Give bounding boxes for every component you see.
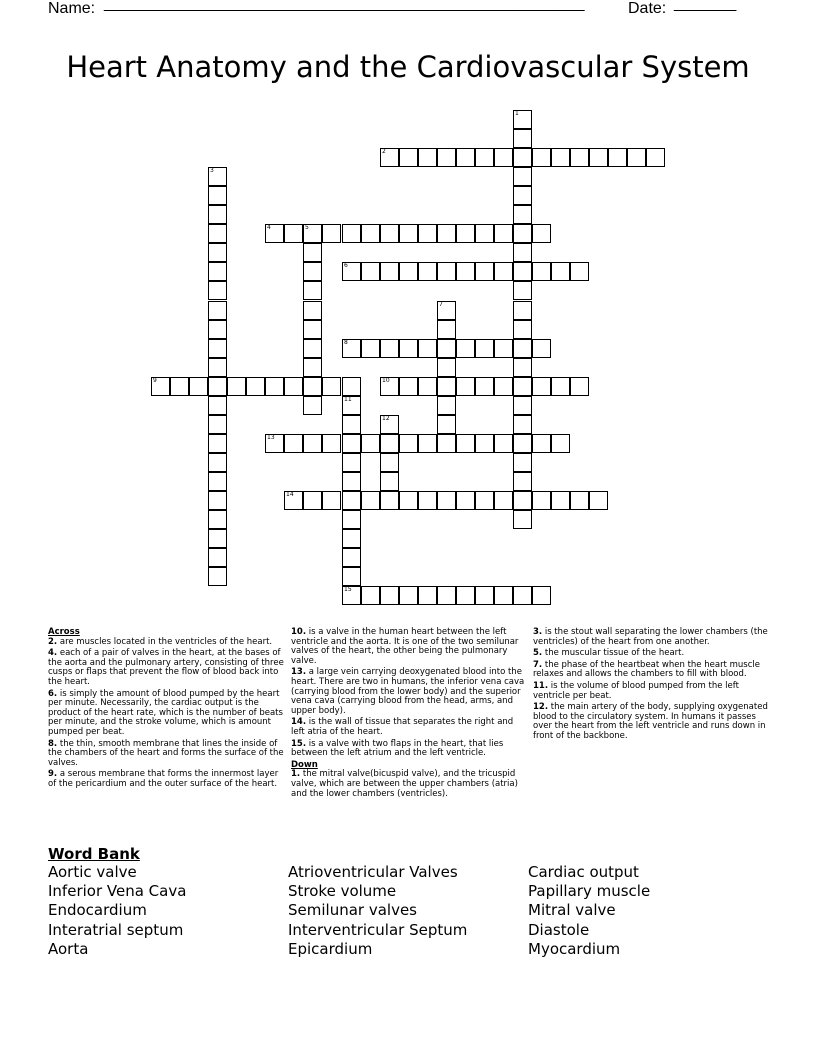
crossword-cell[interactable] (456, 434, 475, 453)
clue-number: 8 (344, 339, 348, 346)
down-heading: Down (291, 759, 318, 770)
word-bank-item: Aortic valve (48, 863, 137, 881)
crossword-cell[interactable] (494, 224, 513, 243)
clue-number-label: 12. (533, 702, 549, 713)
crossword-cell[interactable] (456, 377, 475, 396)
crossword-cell[interactable] (208, 320, 227, 339)
crossword-cell[interactable] (513, 167, 532, 186)
clue-number-label: 7. (533, 659, 543, 670)
crossword-cell[interactable] (208, 472, 227, 491)
crossword-cell[interactable] (380, 262, 399, 281)
crossword-cell[interactable] (208, 396, 227, 415)
crossword-cell[interactable] (342, 377, 361, 396)
crossword-cell[interactable] (437, 586, 456, 605)
crossword-cell[interactable] (361, 224, 380, 243)
crossword-cell[interactable] (303, 434, 322, 453)
clue-item (533, 628, 769, 647)
crossword-cell[interactable] (418, 491, 437, 510)
crossword-cell[interactable] (189, 377, 208, 396)
crossword-cell[interactable] (551, 491, 570, 510)
crossword-cell[interactable] (513, 186, 532, 205)
crossword-cell[interactable] (380, 453, 399, 472)
clue-number: 9 (153, 377, 157, 384)
crossword-cell[interactable] (303, 301, 322, 320)
crossword-cell[interactable] (437, 377, 456, 396)
clue-item (48, 740, 284, 769)
crossword-cell[interactable] (399, 586, 418, 605)
crossword-cell[interactable] (418, 586, 437, 605)
clue-text: the phase of the heartbeat when the heart muscle relaxes and allows the chambers to fill with blood. (533, 659, 760, 680)
crossword-cell[interactable] (399, 148, 418, 167)
clue-number-label: 15. (291, 738, 307, 749)
crossword-cell[interactable] (303, 358, 322, 377)
crossword-cell[interactable] (513, 510, 532, 529)
clue-item (291, 668, 527, 716)
clue-number: 5 (305, 224, 309, 231)
crossword-cell[interactable] (570, 491, 589, 510)
crossword-cell[interactable] (437, 358, 456, 377)
clue-text: is the stout wall separating the lower chambers (the ventricles) of the heart from one another. (533, 627, 768, 647)
crossword-cell[interactable] (208, 301, 227, 320)
clue-text: the main artery of the body, supplying oxygenated blood to the circulatory system. In humans it passes over the heart from the left ventricle and runs down in front of the backbone. (533, 702, 768, 741)
crossword-cell[interactable] (342, 339, 361, 358)
crossword-cell[interactable] (342, 586, 361, 605)
crossword-cell[interactable] (456, 339, 475, 358)
word-bank-item: Mitral valve (528, 901, 616, 920)
crossword-cell[interactable] (513, 339, 532, 358)
crossword-cell[interactable] (494, 148, 513, 167)
crossword-cell[interactable] (513, 472, 532, 491)
word-bank-item: Interventricular Septum (288, 920, 468, 939)
clue-item (48, 649, 284, 687)
clue-item (48, 638, 284, 648)
clue-text: is a valve with two flaps in the heart, that lies between the left atrium and the left ventricle. (291, 738, 504, 759)
clue-item (291, 740, 527, 759)
crossword-cell[interactable] (475, 262, 494, 281)
crossword-cell[interactable] (303, 339, 322, 358)
crossword-cell[interactable] (513, 396, 532, 415)
crossword-cell[interactable] (399, 491, 418, 510)
crossword-cell[interactable] (437, 339, 456, 358)
word-bank-item: Myocardium (528, 939, 621, 958)
word-bank-item: Epicardium (288, 939, 373, 958)
crossword-cell[interactable] (342, 529, 361, 548)
crossword-cell[interactable] (475, 377, 494, 396)
crossword-cell[interactable] (456, 224, 475, 243)
word-bank-column-2 (288, 863, 467, 959)
clue-text: the muscular tissue of the heart. (542, 648, 685, 659)
crossword-cell[interactable] (475, 224, 494, 243)
crossword-cell[interactable] (208, 510, 227, 529)
clue-text: the mitral valve(bicuspid valve), and the tricuspid valve, which are between the upper chambers (atria) and the lower chambers (ventricles). (291, 769, 518, 799)
clue-text: a serous membrane that forms the innermost layer of the pericardium and the outer surface of the heart. (48, 769, 279, 789)
crossword-cell[interactable] (437, 320, 456, 339)
crossword-cell[interactable] (418, 262, 437, 281)
crossword-cell[interactable] (418, 434, 437, 453)
crossword-cell[interactable] (437, 224, 456, 243)
crossword-cell[interactable] (551, 262, 570, 281)
crossword-cell[interactable] (437, 491, 456, 510)
date-line[interactable]: _______ (674, 0, 737, 12)
crossword-cell[interactable] (437, 262, 456, 281)
crossword-cell[interactable] (208, 243, 227, 262)
crossword-cell[interactable] (551, 377, 570, 396)
crossword-cell[interactable] (399, 434, 418, 453)
crossword-cell[interactable] (494, 262, 513, 281)
crossword-cell[interactable] (494, 586, 513, 605)
crossword-cell[interactable] (208, 205, 227, 224)
clue-number-label: 6. (48, 688, 58, 699)
crossword-cell[interactable] (570, 148, 589, 167)
crossword-cell[interactable] (170, 377, 189, 396)
crossword-cell[interactable] (265, 224, 284, 243)
crossword-cell[interactable] (513, 415, 532, 434)
crossword-cell[interactable] (208, 491, 227, 510)
crossword-cell[interactable] (284, 434, 303, 453)
crossword-cell[interactable] (208, 358, 227, 377)
clue-number-label: 8. (48, 738, 58, 749)
crossword-cell[interactable] (380, 586, 399, 605)
page-title: Heart Anatomy and the Cardiovascular System (66, 50, 750, 84)
crossword-cell[interactable] (475, 148, 494, 167)
crossword-cell[interactable] (284, 491, 303, 510)
crossword-cell[interactable] (532, 262, 551, 281)
crossword-cell[interactable] (627, 148, 646, 167)
crossword-cell[interactable] (208, 339, 227, 358)
crossword-cell[interactable] (418, 339, 437, 358)
clue-number: 12 (382, 415, 390, 422)
clue-number: 13 (267, 434, 275, 441)
crossword-cell[interactable] (265, 377, 284, 396)
crossword-cell[interactable] (361, 434, 380, 453)
clue-text: is a valve in the human heart between the left ventricle and the aorta. It is one of the two semilunar valves of the heart, the other being the pulmonary valve. (291, 627, 519, 666)
crossword-cell[interactable] (589, 148, 608, 167)
crossword-cell[interactable] (513, 377, 532, 396)
crossword-cell[interactable] (418, 377, 437, 396)
crossword-cell[interactable] (342, 491, 361, 510)
crossword-cell[interactable] (532, 434, 551, 453)
crossword-cell[interactable] (589, 491, 608, 510)
crossword-cell[interactable] (513, 320, 532, 339)
crossword-cell[interactable] (303, 491, 322, 510)
word-bank-item: Semilunar valves (288, 901, 417, 920)
crossword-cell[interactable] (475, 339, 494, 358)
crossword-cell[interactable] (513, 148, 532, 167)
crossword-cell[interactable] (494, 434, 513, 453)
clue-text: each of a pair of valves in the heart, at the bases of the aorta and the pulmonary artery, consisting of three cusps or flaps that prevent the flow of blood back into the heart. (48, 648, 284, 687)
crossword-cell[interactable] (208, 434, 227, 453)
crossword-cell[interactable] (284, 377, 303, 396)
crossword-cell[interactable] (437, 415, 456, 434)
clue-number-label: 11. (533, 680, 549, 691)
crossword-cell[interactable] (208, 377, 227, 396)
crossword-cell[interactable] (513, 434, 532, 453)
crossword-cell[interactable] (475, 586, 494, 605)
crossword-cell[interactable] (570, 262, 589, 281)
crossword-cell[interactable] (322, 224, 341, 243)
clues-column-1 (48, 628, 284, 792)
clue-number: 6 (344, 262, 348, 269)
crossword-cell[interactable] (361, 491, 380, 510)
word-bank-item: Diastole (528, 920, 590, 939)
crossword-cell[interactable] (342, 510, 361, 529)
crossword-cell[interactable] (361, 339, 380, 358)
word-bank-item: Cardiac output (528, 863, 639, 881)
crossword-cell[interactable] (608, 148, 627, 167)
crossword-cell[interactable] (380, 224, 399, 243)
crossword-cell[interactable] (513, 453, 532, 472)
crossword-cell[interactable] (494, 377, 513, 396)
crossword-cell[interactable] (303, 243, 322, 262)
crossword-cell[interactable] (208, 262, 227, 281)
crossword-cell[interactable] (246, 377, 265, 396)
clue-number-label: 13. (291, 667, 307, 678)
clue-number: 4 (267, 224, 271, 231)
crossword-cell[interactable] (380, 377, 399, 396)
word-bank-column-3 (528, 863, 650, 959)
word-bank-title: Word Bank (48, 845, 140, 863)
crossword-cell[interactable] (456, 586, 475, 605)
clue-number-label: 5. (533, 648, 543, 659)
crossword-cell[interactable] (322, 491, 341, 510)
crossword-cell[interactable] (456, 491, 475, 510)
crossword-cell[interactable] (513, 281, 532, 300)
crossword-cell[interactable] (303, 396, 322, 415)
name-label: Name: (48, 0, 96, 17)
clue-item (291, 770, 527, 799)
crossword-cell[interactable] (494, 491, 513, 510)
word-bank-item: Interatrial septum (48, 920, 184, 939)
crossword-cell[interactable] (208, 548, 227, 567)
crossword-cell[interactable] (342, 472, 361, 491)
crossword-cell[interactable] (208, 167, 227, 186)
crossword-cell[interactable] (361, 262, 380, 281)
word-bank-item: Endocardium (48, 901, 147, 920)
crossword-cell[interactable] (513, 301, 532, 320)
crossword-cell[interactable] (513, 205, 532, 224)
crossword-cell[interactable] (570, 377, 589, 396)
crossword-cell[interactable] (380, 472, 399, 491)
clue-number-label: 14. (291, 717, 307, 728)
clue-item (533, 661, 769, 680)
crossword-cell[interactable] (303, 224, 322, 243)
clue-text: is simply the amount of blood pumped by the heart per minute. Necessarily, the cardiac output is the product of the heart rate, which is the number of beats per minute, and the stroke volume, which is amount pumped per beat. (48, 688, 283, 737)
crossword-cell[interactable] (208, 453, 227, 472)
crossword-cell[interactable] (380, 434, 399, 453)
crossword-cell[interactable] (342, 262, 361, 281)
crossword-cell[interactable] (418, 148, 437, 167)
crossword-cell[interactable] (399, 377, 418, 396)
crossword-cell[interactable] (342, 567, 361, 586)
crossword-cell[interactable] (475, 434, 494, 453)
clue-text: a large vein carrying deoxygenated blood into the heart. There are two in humans, the inferior vena cava (carrying blood from the lower body) and the superior vena cava (carrying blood from the head, arms, and upper body). (291, 667, 525, 716)
crossword-cell[interactable] (399, 262, 418, 281)
crossword-cell[interactable] (380, 491, 399, 510)
crossword-cell[interactable] (208, 529, 227, 548)
clue-item (533, 649, 769, 659)
clue-item (291, 628, 527, 666)
crossword-cell[interactable] (513, 491, 532, 510)
clue-text: is the volume of blood pumped from the left ventricle per beat. (533, 680, 739, 701)
date-label: Date: (628, 0, 667, 17)
clue-number-label: 3. (533, 627, 543, 637)
crossword-cell[interactable] (551, 434, 570, 453)
crossword-cell[interactable] (284, 224, 303, 243)
crossword-cell[interactable] (303, 262, 322, 281)
crossword-cell[interactable] (380, 148, 399, 167)
crossword-cell[interactable] (208, 567, 227, 586)
word-bank-item: Atrioventricular Valves (288, 863, 458, 881)
clue-item (48, 690, 284, 738)
crossword-cell[interactable] (380, 415, 399, 434)
crossword-cell[interactable] (494, 339, 513, 358)
crossword-cell[interactable] (361, 586, 380, 605)
crossword-cell[interactable] (456, 262, 475, 281)
crossword-cell[interactable] (208, 186, 227, 205)
crossword-cell[interactable] (342, 434, 361, 453)
crossword-cell[interactable] (532, 339, 551, 358)
clue-text: are muscles located in the ventricles of the heart. (57, 636, 273, 647)
crossword-cell[interactable] (342, 396, 361, 415)
crossword-cell[interactable] (208, 281, 227, 300)
crossword-cell[interactable] (380, 339, 399, 358)
crossword-cell[interactable] (437, 396, 456, 415)
crossword-cell[interactable] (456, 148, 475, 167)
clues-column-2 (291, 628, 527, 801)
crossword-cell[interactable] (322, 377, 341, 396)
crossword-cell[interactable] (227, 377, 246, 396)
word-bank-column-1 (48, 863, 186, 959)
word-bank-item: Papillary muscle (528, 882, 651, 901)
clue-item (533, 682, 769, 701)
clue-item (533, 703, 769, 741)
across-heading: Across (48, 627, 80, 637)
clue-text: the thin, smooth membrane that lines the inside of the chambers of the heart and forms the surface of the valves. (48, 738, 284, 768)
clue-number-label: 4. (48, 648, 58, 659)
clue-item (291, 718, 527, 737)
crossword-cell[interactable] (342, 224, 361, 243)
crossword-cell[interactable] (532, 224, 551, 243)
clue-number: 11 (344, 396, 352, 403)
clue-number: 2 (382, 148, 386, 155)
crossword-cell[interactable] (322, 434, 341, 453)
clue-item (48, 770, 284, 789)
crossword-cell[interactable] (513, 243, 532, 262)
word-bank-item: Inferior Vena Cava (48, 882, 187, 901)
clue-number: 15 (344, 586, 352, 593)
crossword-cell[interactable] (399, 224, 418, 243)
clue-number-label: 9. (48, 769, 58, 780)
crossword-cell[interactable] (303, 281, 322, 300)
crossword-cell[interactable] (342, 548, 361, 567)
crossword-cell[interactable] (265, 434, 284, 453)
crossword-cell[interactable] (475, 491, 494, 510)
clue-text: is the wall of tissue that separates the right and left atria of the heart. (291, 717, 514, 737)
crossword-cell[interactable] (418, 224, 437, 243)
crossword-cell[interactable] (303, 320, 322, 339)
crossword-cell[interactable] (151, 377, 170, 396)
word-bank-item: Stroke volume (288, 882, 397, 901)
clue-number-label: 1. (291, 769, 301, 780)
clue-number-label: 10. (291, 627, 307, 637)
crossword-cell[interactable] (532, 148, 551, 167)
clue-number-label: 2. (48, 636, 58, 647)
crossword-cell[interactable] (646, 148, 665, 167)
crossword-cell[interactable] (513, 224, 532, 243)
clue-number: 14 (286, 491, 294, 498)
clues-column-3 (533, 628, 769, 744)
crossword-cell[interactable] (342, 453, 361, 472)
crossword-cell[interactable] (532, 586, 551, 605)
crossword-cell[interactable] (399, 339, 418, 358)
crossword-cell[interactable] (551, 148, 570, 167)
crossword-cell[interactable] (437, 148, 456, 167)
clue-number: 7 (439, 301, 443, 308)
crossword-cell[interactable] (513, 358, 532, 377)
clue-number: 1 (515, 110, 519, 117)
crossword-cell[interactable] (532, 491, 551, 510)
word-bank-item: Aorta (48, 939, 89, 958)
crossword-cell[interactable] (513, 129, 532, 148)
crossword-cell[interactable] (437, 434, 456, 453)
crossword-cell[interactable] (532, 377, 551, 396)
crossword-cell[interactable] (342, 415, 361, 434)
clue-number: 10 (382, 377, 390, 384)
crossword-cell[interactable] (303, 377, 322, 396)
crossword-cell[interactable] (208, 415, 227, 434)
clue-number: 3 (210, 167, 214, 174)
crossword-cell[interactable] (513, 110, 532, 129)
crossword-cell[interactable] (513, 262, 532, 281)
crossword-cell[interactable] (513, 586, 532, 605)
crossword-cell[interactable] (437, 301, 456, 320)
name-line[interactable]: ______________________________________________________ (104, 0, 585, 12)
crossword-cell[interactable] (208, 224, 227, 243)
